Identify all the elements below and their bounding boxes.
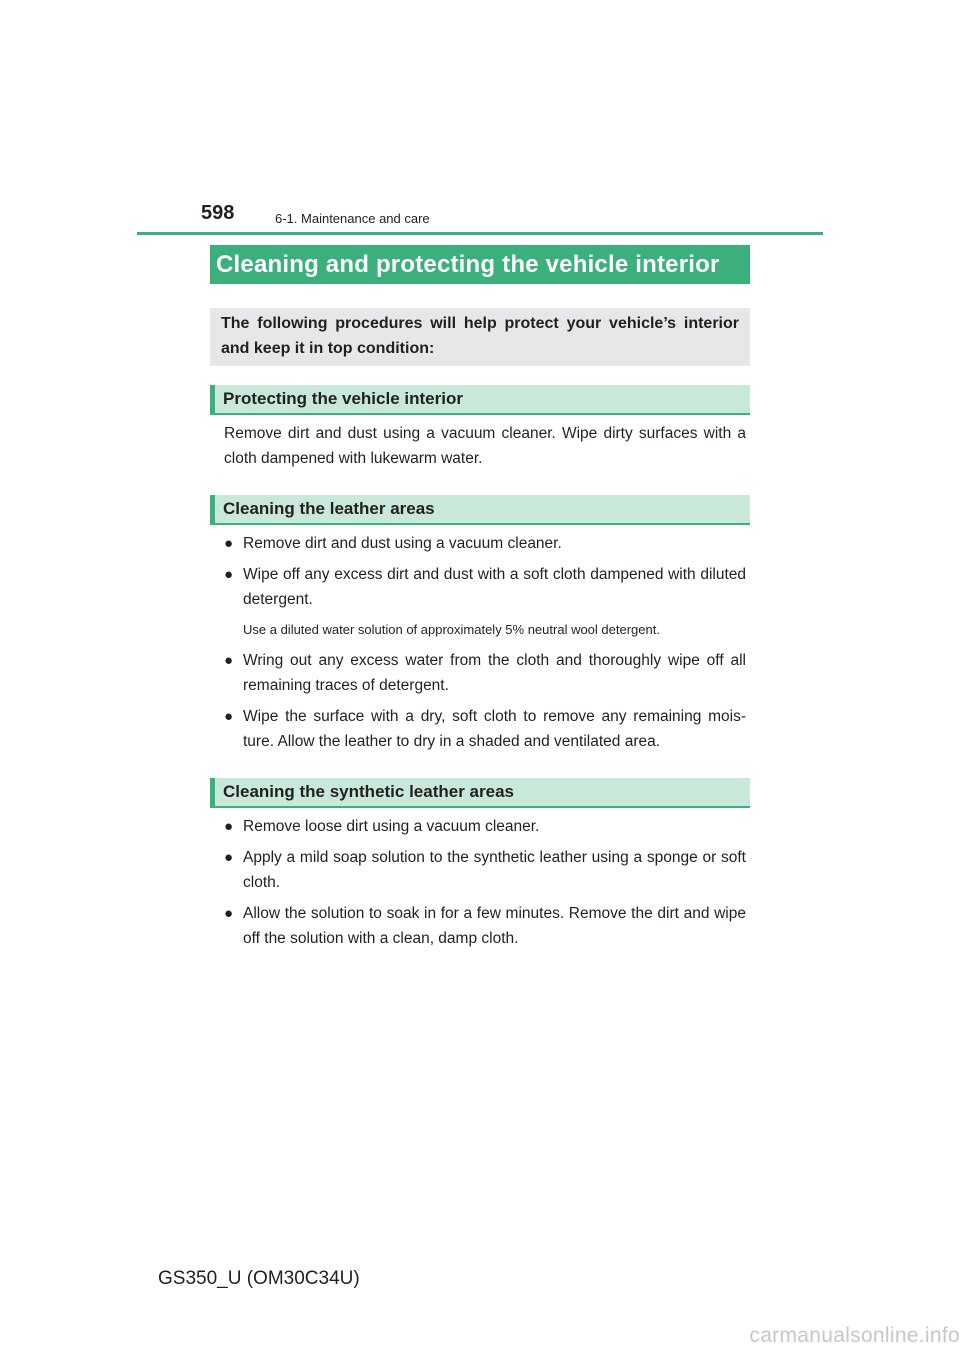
subheading-leather-areas <box>210 495 750 525</box>
list-item <box>224 845 746 895</box>
paragraph-protecting-interior: Remove dirt and dust using a vacuum cleaner. Wipe dirty surfaces with a cloth dampened with lukewarm water. <box>224 425 746 467</box>
bullet-icon: ● <box>224 535 234 552</box>
subheading-text: Cleaning the leather areas <box>223 499 435 518</box>
list-item-text: Remove loose dirt using a vacuum cleaner. <box>243 818 540 835</box>
list-item <box>224 562 746 612</box>
intro-box: The following procedures will help protect your vehicle’s interior and keep it in top condition: <box>210 308 750 366</box>
footer-model-code: GS350_U (OM30C34U) <box>158 1268 360 1289</box>
subheading-protecting-interior <box>210 385 750 415</box>
watermark: carmanualsonline.info <box>749 1324 960 1347</box>
list-item <box>224 814 746 839</box>
list-item <box>224 531 746 556</box>
list-item-text: Wipe the surface with a dry, soft cloth to remove any remaining mois-ture. Allow the leather to dry in a shaded and ventilated area. <box>243 708 746 750</box>
list-item <box>224 648 746 698</box>
list-item-text: Remove dirt and dust using a vacuum cleaner. <box>243 535 562 552</box>
list-item-text: Allow the solution to soak in for a few minutes. Remove the dirt and wipe off the solution with a clean, damp cloth. <box>243 905 746 947</box>
bullet-icon: ● <box>224 652 234 669</box>
leather-note: Use a diluted water solution of approximately 5% neutral wool detergent. <box>243 622 660 637</box>
subheading-text: Protecting the vehicle interior <box>223 389 463 408</box>
subheading-synthetic-leather-areas <box>210 778 750 808</box>
header-rule <box>137 232 823 235</box>
list-item-text: Apply a mild soap solution to the synthetic leather using a sponge or soft cloth. <box>243 849 746 891</box>
bullet-icon: ● <box>224 849 234 866</box>
list-item <box>224 901 746 951</box>
bullet-icon: ● <box>224 566 234 583</box>
subheading-text: Cleaning the synthetic leather areas <box>223 782 514 801</box>
list-item-text: Wipe off any excess dirt and dust with a soft cloth dampened with diluted detergent. <box>243 566 746 608</box>
page-title: Cleaning and protecting the vehicle interior <box>216 250 720 278</box>
list-item <box>224 704 746 754</box>
section-reference: 6-1. Maintenance and care <box>275 211 430 226</box>
bullet-icon: ● <box>224 708 234 725</box>
main-title-bar <box>210 245 750 284</box>
bullet-icon: ● <box>224 818 234 835</box>
bullet-icon: ● <box>224 905 234 922</box>
page-number: 598 <box>201 202 235 224</box>
list-item-text: Wring out any excess water from the cloth and thoroughly wipe off all remaining traces of detergent. <box>243 652 746 694</box>
